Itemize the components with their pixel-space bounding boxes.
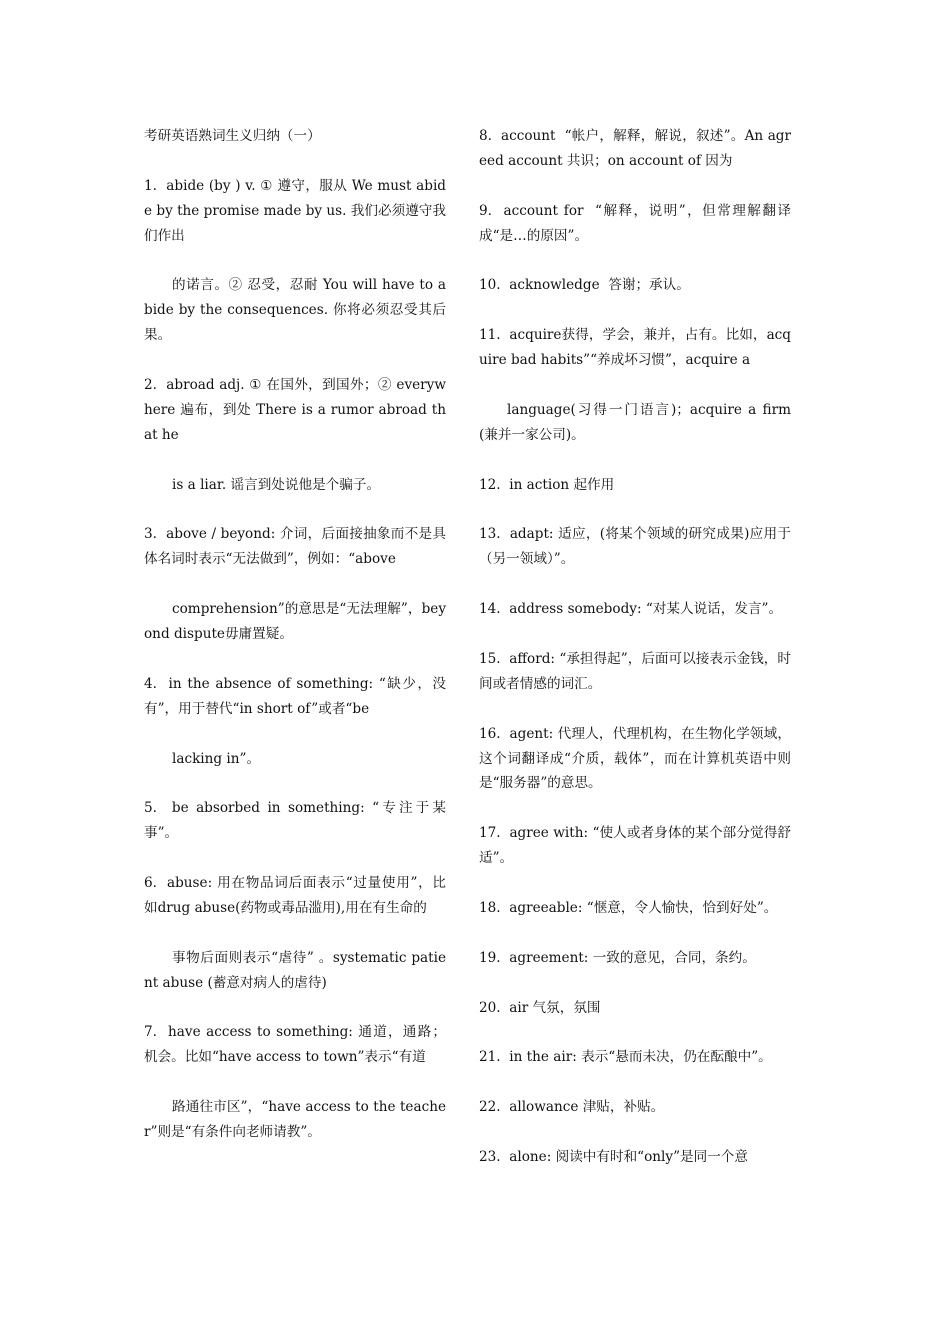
vocab-entry: 15. afford: “承担得起”，后面可以接表示金钱，时间或者情感的词汇。 bbox=[479, 650, 791, 692]
vocab-entry: 19. agreement: 一致的意见，合同，条约。 bbox=[479, 949, 756, 966]
vocab-entry: 1. abide (by ) v. ① 遵守，服从 We must abide by the promise made by us. 我们必须遵守我们作出 bbox=[144, 177, 446, 244]
entry-continuation: comprehension”的意思是“无法理解”，beyond dispute毋庸置疑。 bbox=[144, 601, 446, 643]
vocab-entry: 10. acknowledge 答谢；承认。 bbox=[479, 277, 690, 294]
vocab-entry: 12. in action 起作用 bbox=[479, 476, 615, 493]
vocab-entry: 3. above / beyond: 介词，后面接抽象而不是具体名词时表示“无法做到”，例如：“above bbox=[144, 526, 446, 568]
right-entries bbox=[479, 124, 791, 1170]
vocab-entry: 8. account “帐户，解释，解说，叙述”。An agreed account 共识；on account of 因为 bbox=[479, 128, 791, 169]
vocab-entry: 4. in the absence of something: “缺少，没有”，用于替代“in short of”或者“be bbox=[144, 675, 446, 717]
vocab-entry: 23. alone: 阅读中有时和“only”是同一个意 bbox=[479, 1148, 748, 1165]
vocab-entry: 5. be absorbed in something: “专注于某事”。 bbox=[144, 800, 446, 842]
vocab-entry: 13. adapt: 适应，(将某个领域的研究成果)应用于（另一领域）”。 bbox=[479, 526, 791, 568]
vocab-entry: 20. air 气氛，氛围 bbox=[479, 999, 601, 1016]
vocab-entry: 7. have access to something: 通道，通路；机会。比如“have access to town”表示“有道 bbox=[144, 1024, 446, 1066]
entry-continuation: lacking in”。 bbox=[172, 750, 261, 767]
vocab-entry: 16. agent: 代理人，代理机构，在生物化学领域，这个词翻译成“介质，载体”，而在计算机英语中则是“服务器”的意思。 bbox=[479, 725, 791, 792]
left-column bbox=[144, 124, 446, 1170]
entry-continuation: 路通往市区”，“have access to the teacher”则是“有条件向老师请教”。 bbox=[144, 1099, 446, 1141]
entry-continuation: is a liar. 谣言到处说他是个骗子。 bbox=[172, 476, 381, 493]
entry-continuation: 事物后面则表示“虐待” 。systematic patient abuse (蓄意对病人的虐待) bbox=[144, 949, 446, 991]
vocab-entry: 11. acquire获得，学会，兼并，占有。比如，acquire bad habits”“养成坏习惯”，acquire a bbox=[479, 327, 791, 369]
vocab-entry: 14. address somebody: “对某人说话，发言”。 bbox=[479, 601, 783, 618]
vocab-entry: 18. agreeable: “惬意，令人愉快，恰到好处”。 bbox=[479, 899, 778, 916]
document-title: 考研英语熟词生义归纳（一） bbox=[144, 128, 321, 144]
left-entries bbox=[144, 174, 446, 1145]
vocab-entry: 2. abroad adj. ① 在国外，到国外；② everywhere 遍布，到处 There is a rumor abroad that he bbox=[144, 377, 446, 443]
vocab-entry: 21. in the air: 表示“悬而未决，仍在酝酿中”。 bbox=[479, 1049, 772, 1066]
vocab-entry: 6. abuse: 用在物品词后面表示“过量使用”，比如drug abuse(药物或毒品滥用),用在有生命的 bbox=[144, 875, 446, 916]
vocab-entry: 17. agree with: “使人或者身体的某个部分觉得舒适”。 bbox=[479, 825, 791, 867]
vocab-entry: 9. account for “解释，说明”，但常理解翻译成“是…的原因”。 bbox=[479, 202, 791, 244]
entry-continuation: 的诺言。② 忍受，忍耐 You will have to abide by the consequences. 你将必须忍受其后果。 bbox=[144, 277, 446, 344]
entry-continuation: language(习得一门语言)；acquire a firm(兼并一家公司)。 bbox=[479, 401, 791, 443]
right-column bbox=[479, 124, 791, 1195]
vocab-entry: 22. allowance 津贴，补贴。 bbox=[479, 1099, 665, 1116]
